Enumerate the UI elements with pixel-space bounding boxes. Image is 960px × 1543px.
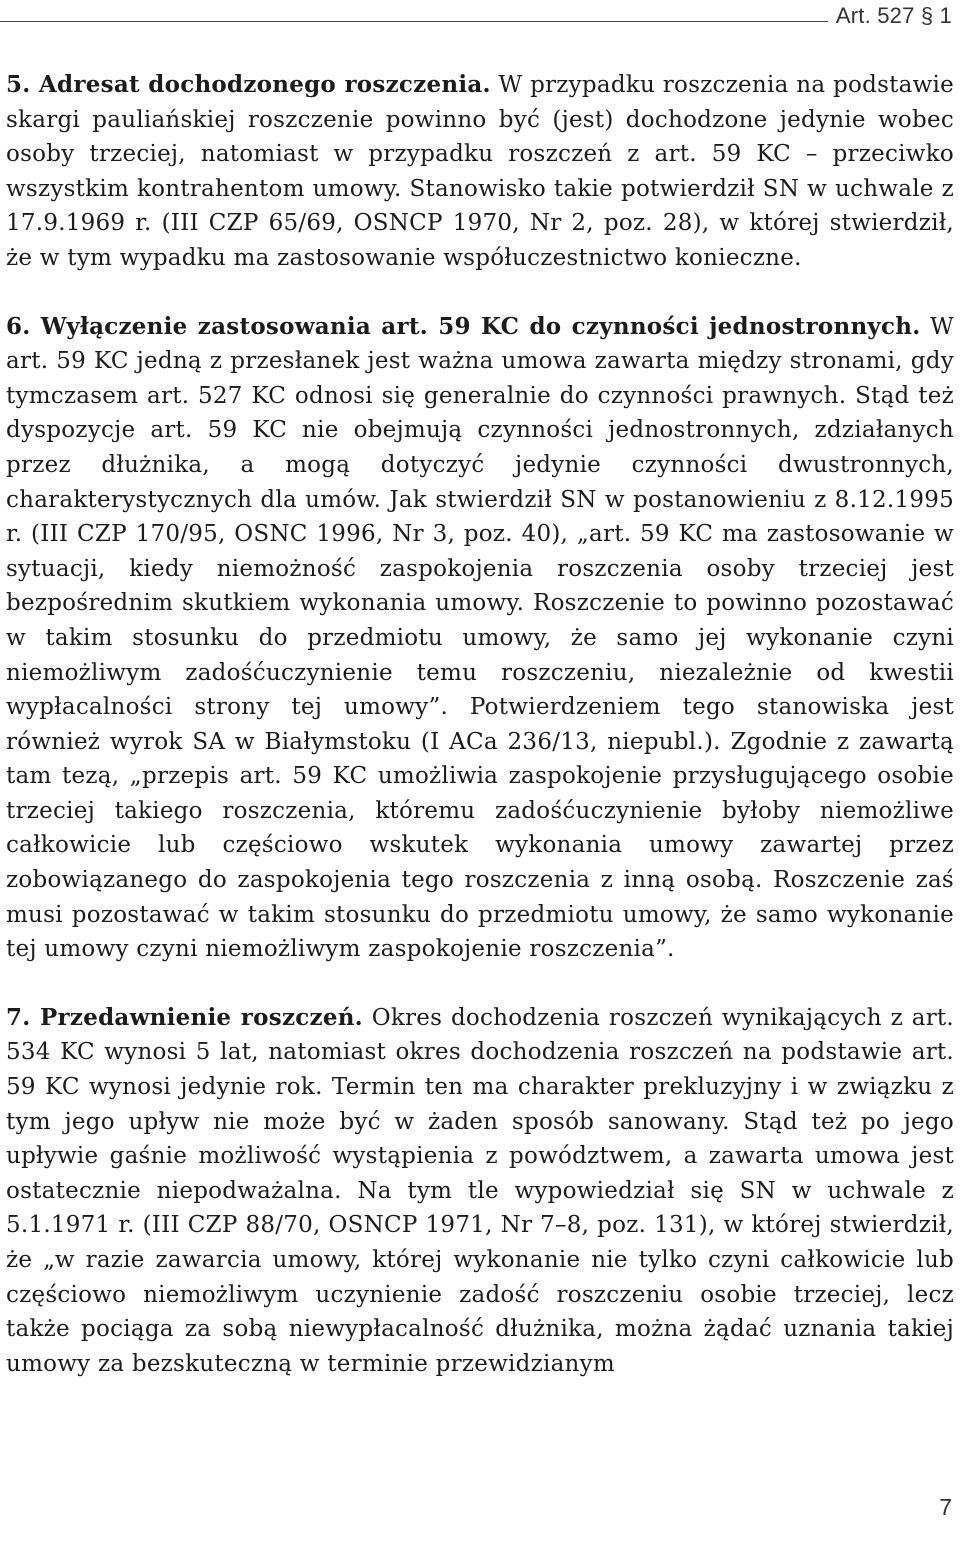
section-heading: 5. Adresat dochodzonego roszczenia. xyxy=(6,71,491,98)
section-5 xyxy=(6,68,954,276)
header-rule xyxy=(0,21,828,22)
page-content xyxy=(6,68,954,1381)
section-heading: 6. Wyłączenie zastosowania art. 59 KC do czynności jednostronnych. xyxy=(6,312,921,340)
section-heading: 7. Przedawnienie roszczeń. xyxy=(6,1003,363,1031)
section-text: W art. 59 KC jedną z przesłanek jest ważna umowa zawarta między stronami, gdy tymczasem art. 527 KC odnosi się generalnie do czynności prawnych. Stąd też dyspozycje art. 59 KC nie obejmują czynności jednostronnych, zdziałanych przez dłużnika, a mogą dotyczyć jedynie czynności dwustronnych, charakterystycznych dla umów. Jak stwierdził SN w postanowieniu z 8.12.1995 r. (III CZP 170/95, OSNC 1996, Nr 3, poz. 40), „art. 59 KC ma zastosowanie w sytuacji, kiedy niemożność zaspokojenia roszczenia osoby trzeciej jest bezpośrednim skutkiem wykonania umowy. Roszczenie to powinno pozostawać w takim stosunku do przedmiotu umowy, że samo jej wykonanie czyni niemożliwym zadośćuczynienie temu roszczeniu, niezależnie od kwestii wypłacalności strony tej umowy”. Potwierdzeniem tego stanowiska jest również wyrok SA w Białymstoku (I ACa 236/13, niepubl.). Zgodnie z zawartą tam tezą, „przepis art. 59 KC umożliwia zaspokojenie przysługującego osobie trzeciej takiego roszczenia, któremu zadośćuczynienie byłoby niemożliwe całkowicie lub częściowo wskutek wykonania umowy zawartej przez zobowiązanego do zaspokojenia tego roszczenia z inną osobą. Roszczenie zaś musi pozostawać w takim stosunku do przedmiotu umowy, że samo wykonanie tej umowy czyni niemożliwym zaspokojenie roszczenia”. xyxy=(6,313,955,963)
section-6 xyxy=(6,310,954,967)
section-text: Okres dochodzenia roszczeń wynikających z art. 534 KC wynosi 5 lat, natomiast okres dochodzenia roszczeń na podstawie art. 59 KC wynosi jedynie rok. Termin ten ma charakter prekluzyjny i w związku z tym jego upływ nie może być w żaden sposób sanowany. Stąd też po jego upływie gaśnie możliwość wystąpienia z powództwem, a zawarta umowa jest ostatecznie niepodważalna. Na tym tle wypowiedział się SN w uchwale z 5.1.1971 r. (III CZP 88/70, OSNCP 1971, Nr 7–8, poz. 131), w której stwierdził, że „w razie zawarcia umowy, której wykonanie nie tylko czyni całkowicie lub częściowo niemożliwym uczynienie zadość roszczeniu osobie trzeciej, lecz także pociąga za sobą niewypłacalność dłużnika, można żądać uznania takiej umowy za bezskuteczną w terminie przewidzianym xyxy=(6,1004,954,1377)
section-text: W przypadku roszczenia na podstawie skargi pauliańskiej roszczenie powinno być (jest) dochodzone jedynie wobec osoby trzeciej, natomiast w przypadku roszczeń z art. 59 KC – przeciwko wszystkim kontrahentom umowy. Stanowisko takie potwierdził SN w uchwale z 17.9.1969 r. (III CZP 65/69, OSNCP 1970, Nr 2, poz. 28), w której stwierdził, że w tym wypadku ma zastosowanie współuczestnictwo konieczne. xyxy=(6,72,954,271)
page-number: 7 xyxy=(939,1494,952,1520)
section-7 xyxy=(6,1001,954,1382)
running-header: Art. 527 § 1 xyxy=(835,3,952,28)
